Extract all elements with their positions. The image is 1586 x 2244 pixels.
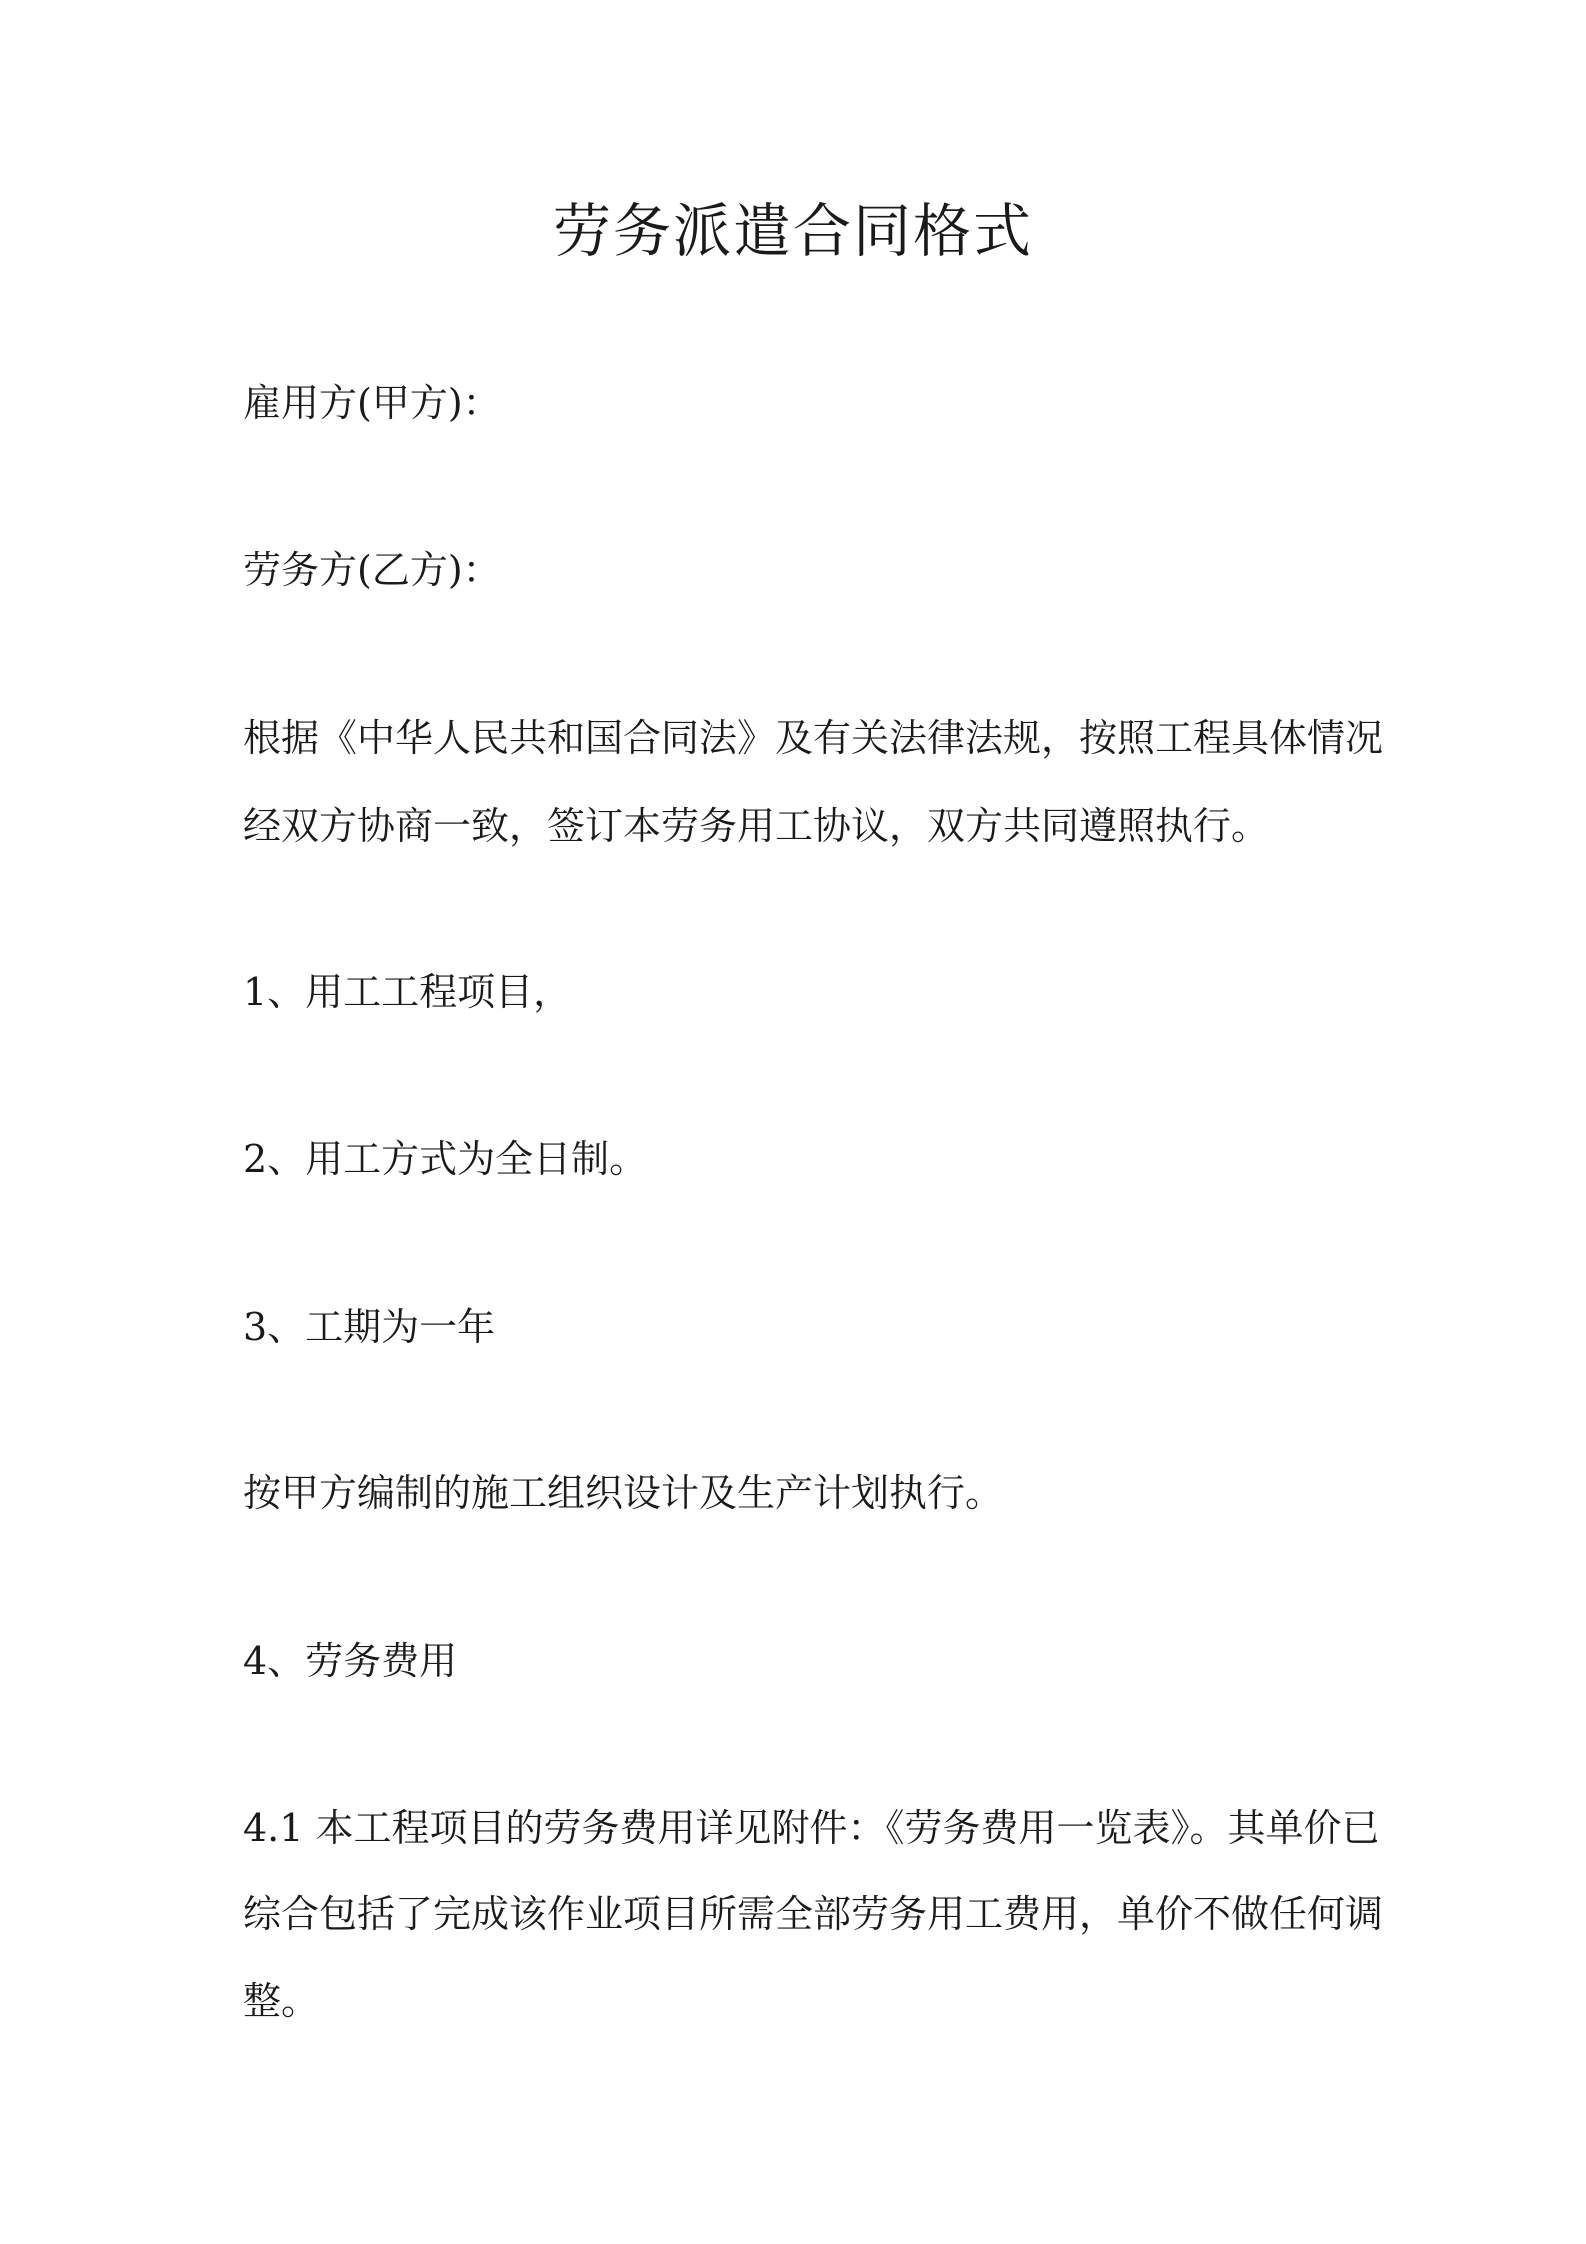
party-b-label: 劳务方(乙方)： — [243, 548, 501, 592]
clause-1: 1、用工工程项目， — [243, 970, 572, 1014]
clause-4-1-line-1: 4.1 本工程项目的劳务费用详见附件：《劳务费用一览表》。其单价已 — [243, 1806, 1380, 1850]
intro-line-1: 根据《中华人民共和国合同法》及有关法律法规，按照工程具体情况 — [243, 716, 1384, 760]
clause-3: 3、工期为一年 — [243, 1305, 496, 1349]
intro-line-2: 经双方协商一致，签订本劳务用工协议，双方共同遵照执行。 — [243, 804, 1270, 848]
clause-2: 2、用工方式为全日制。 — [243, 1137, 648, 1181]
document-title: 劳务派遣合同格式 — [552, 197, 1033, 265]
clause-3-detail: 按甲方编制的施工组织设计及生产计划执行。 — [243, 1471, 1004, 1515]
clause-4: 4、劳务费用 — [243, 1639, 458, 1683]
clause-4-1-line-2: 综合包括了完成该作业项目所需全部劳务用工费用，单价不做任何调 — [243, 1892, 1384, 1936]
clause-4-1-line-3: 整。 — [243, 1979, 320, 2023]
party-a-label: 雇用方(甲方)： — [243, 381, 501, 425]
